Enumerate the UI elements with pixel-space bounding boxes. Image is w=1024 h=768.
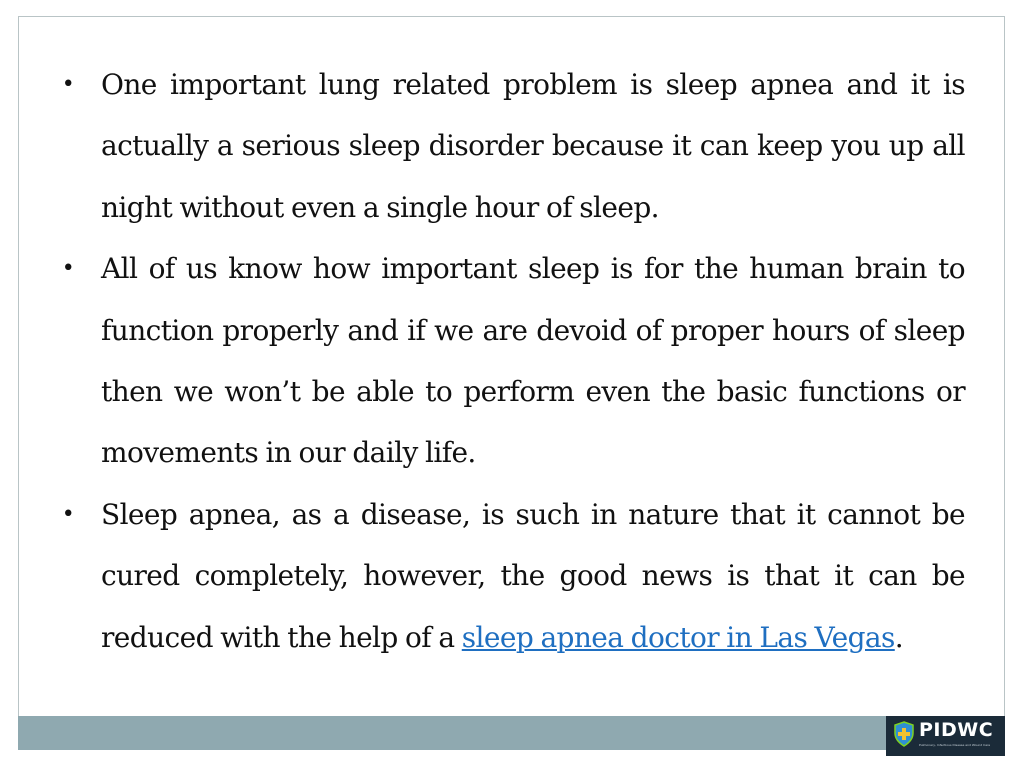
bullet-item-3 [61, 484, 965, 668]
bullet-item-1 [61, 54, 965, 238]
footer-bar [18, 716, 1005, 750]
bullet-text: All of us know how important sleep is for the human brain to function properly and if we are devoid of proper hours of sleep then we won’t be able to perform even the basic functions or movements in our daily life. [101, 252, 965, 470]
logo-tagline: Pulmonary, Infectious Disease and Wound Care [919, 743, 991, 747]
bullet-text-end: . [894, 620, 904, 654]
bullet-dot-icon: • [61, 72, 75, 97]
bullet-text: Sleep apnea, as a disease, is such in nature that it cannot be cured completely, however, the good news is that it can be reduced with the help of a [101, 497, 965, 654]
bullet-item-2 [61, 238, 965, 484]
slide [18, 16, 1005, 750]
bullet-dot-icon: • [61, 501, 75, 527]
logo-name: PIDWC [919, 719, 994, 741]
pidwc-logo [886, 716, 1005, 756]
bullet-text: One important lung related problem is sleep apnea and it is actually a serious sleep disorder because it can keep you up all night without even a single hour of sleep. [101, 68, 965, 224]
shield-plus-icon [893, 721, 915, 747]
slide-content [61, 54, 965, 668]
sleep-apnea-doctor-link[interactable]: sleep apnea doctor in Las Vegas [461, 620, 895, 654]
bullet-dot-icon: • [61, 256, 75, 282]
bullet-list [61, 54, 965, 668]
